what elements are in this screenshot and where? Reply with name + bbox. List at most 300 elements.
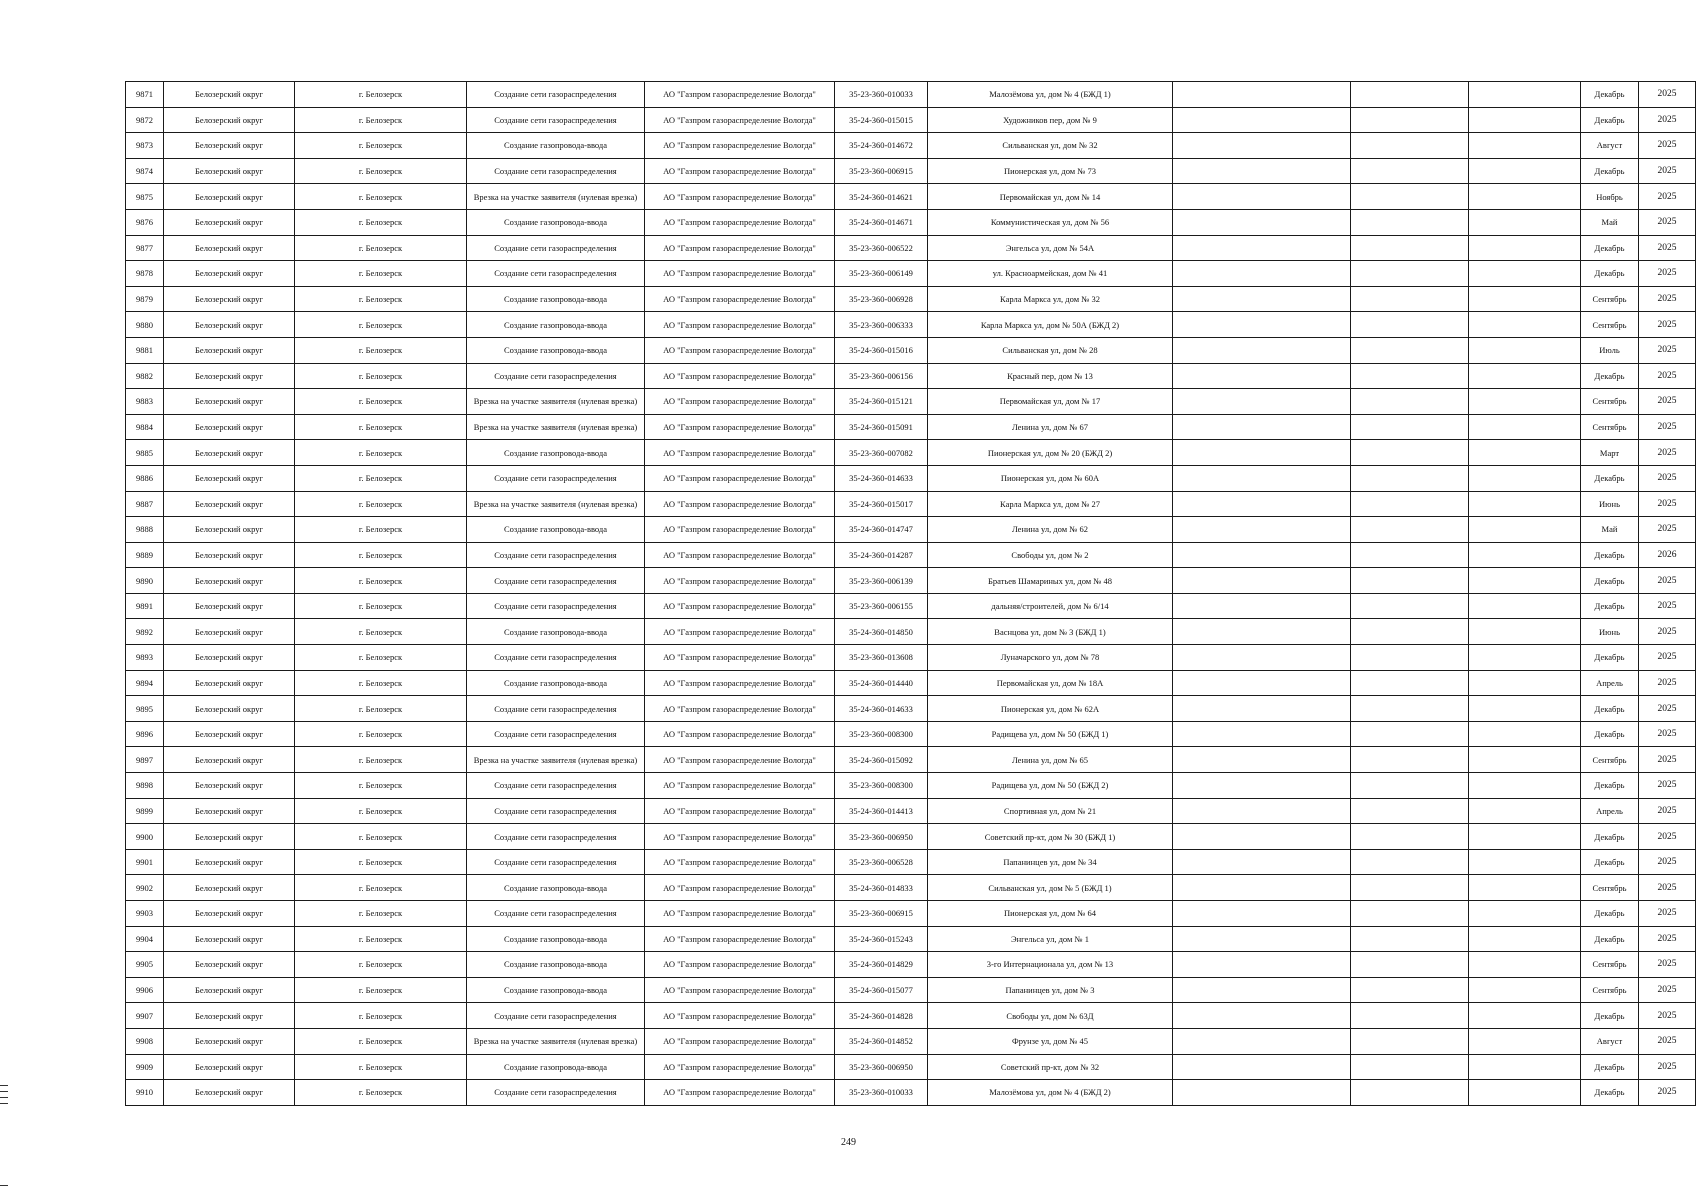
work-type-cell: Создание газопровода-ввода [467, 209, 645, 235]
blank-cell-1-cell [1173, 747, 1351, 773]
blank-cell-3-cell [1469, 235, 1581, 261]
work-type-cell: Создание сети газораспределения [467, 1080, 645, 1106]
work-type-cell: Создание сети газораспределения [467, 261, 645, 287]
settlement-cell: г. Белозерск [295, 977, 467, 1003]
blank-cell-1-cell [1173, 184, 1351, 210]
settlement-cell: г. Белозерск [295, 926, 467, 952]
work-type-cell: Создание газопровода-ввода [467, 133, 645, 159]
row-number-cell: 9891 [126, 593, 164, 619]
district-cell: Белозерский округ [164, 1003, 295, 1029]
district-cell: Белозерский округ [164, 901, 295, 927]
row-number-cell: 9879 [126, 286, 164, 312]
table-row [126, 824, 1696, 850]
settlement-cell: г. Белозерск [295, 1080, 467, 1106]
blank-cell-2-cell [1351, 491, 1469, 517]
district-cell: Белозерский округ [164, 798, 295, 824]
settlement-cell: г. Белозерск [295, 619, 467, 645]
settlement-cell: г. Белозерск [295, 952, 467, 978]
address-cell: Сильванская ул, дом № 32 [928, 133, 1173, 159]
row-number-cell: 9897 [126, 747, 164, 773]
district-cell: Белозерский округ [164, 389, 295, 415]
settlement-cell: г. Белозерск [295, 337, 467, 363]
blank-cell-3-cell [1469, 568, 1581, 594]
work-type-cell: Создание сети газораспределения [467, 721, 645, 747]
district-cell: Белозерский округ [164, 645, 295, 671]
month-cell: Декабрь [1581, 824, 1639, 850]
month-cell: Декабрь [1581, 1080, 1639, 1106]
year-cell: 2025 [1639, 133, 1696, 159]
blank-cell-2-cell [1351, 568, 1469, 594]
month-cell: Декабрь [1581, 645, 1639, 671]
table-row [126, 926, 1696, 952]
table-row [126, 261, 1696, 287]
year-cell: 2025 [1639, 158, 1696, 184]
blank-cell-3-cell [1469, 901, 1581, 927]
work-type-cell: Создание сети газораспределения [467, 568, 645, 594]
row-number-cell: 9892 [126, 619, 164, 645]
address-cell: Пионерская ул, дом № 64 [928, 901, 1173, 927]
work-type-cell: Создание сети газораспределения [467, 645, 645, 671]
organization-cell: АО "Газпром газораспределение Вологда" [645, 184, 835, 210]
row-number-cell: 9881 [126, 337, 164, 363]
blank-cell-3-cell [1469, 747, 1581, 773]
application-id-cell: 35-23-360-006915 [835, 158, 928, 184]
address-cell: Пионерская ул, дом № 73 [928, 158, 1173, 184]
district-cell: Белозерский округ [164, 619, 295, 645]
address-cell: Карла Маркса ул, дом № 32 [928, 286, 1173, 312]
district-cell: Белозерский округ [164, 337, 295, 363]
district-cell: Белозерский округ [164, 824, 295, 850]
row-number-cell: 9907 [126, 1003, 164, 1029]
application-id-cell: 35-24-360-015077 [835, 977, 928, 1003]
blank-cell-3-cell [1469, 312, 1581, 338]
blank-cell-2-cell [1351, 158, 1469, 184]
table-row [126, 389, 1696, 415]
blank-cell-1-cell [1173, 389, 1351, 415]
blank-cell-3-cell [1469, 619, 1581, 645]
month-cell: Декабрь [1581, 721, 1639, 747]
row-number-cell: 9876 [126, 209, 164, 235]
blank-cell-1-cell [1173, 619, 1351, 645]
district-cell: Белозерский округ [164, 261, 295, 287]
blank-cell-2-cell [1351, 465, 1469, 491]
address-cell: Сильванская ул, дом № 5 (БЖД 1) [928, 875, 1173, 901]
table-body [126, 82, 1696, 1106]
blank-cell-1-cell [1173, 363, 1351, 389]
blank-cell-1-cell [1173, 491, 1351, 517]
blank-cell-2-cell [1351, 670, 1469, 696]
table-row [126, 773, 1696, 799]
organization-cell: АО "Газпром газораспределение Вологда" [645, 798, 835, 824]
year-cell: 2025 [1639, 1080, 1696, 1106]
table-row [126, 465, 1696, 491]
table-row [126, 619, 1696, 645]
table-row [126, 235, 1696, 261]
organization-cell: АО "Газпром газораспределение Вологда" [645, 133, 835, 159]
blank-cell-2-cell [1351, 747, 1469, 773]
settlement-cell: г. Белозерск [295, 875, 467, 901]
blank-cell-2-cell [1351, 773, 1469, 799]
year-cell: 2025 [1639, 798, 1696, 824]
blank-cell-2-cell [1351, 824, 1469, 850]
application-id-cell: 35-23-360-008300 [835, 773, 928, 799]
row-number-cell: 9888 [126, 517, 164, 543]
month-cell: Декабрь [1581, 1054, 1639, 1080]
row-number-cell: 9872 [126, 107, 164, 133]
table-row [126, 670, 1696, 696]
month-cell: Декабрь [1581, 568, 1639, 594]
blank-cell-2-cell [1351, 1080, 1469, 1106]
blank-cell-1-cell [1173, 1054, 1351, 1080]
page-number: 249 [841, 1137, 856, 1148]
application-id-cell: 35-24-360-015091 [835, 414, 928, 440]
table-row [126, 1003, 1696, 1029]
month-cell: Сентябрь [1581, 312, 1639, 338]
work-type-cell: Создание сети газораспределения [467, 773, 645, 799]
settlement-cell: г. Белозерск [295, 670, 467, 696]
month-cell: Май [1581, 209, 1639, 235]
row-number-cell: 9878 [126, 261, 164, 287]
address-cell: Ленина ул, дом № 67 [928, 414, 1173, 440]
blank-cell-1-cell [1173, 901, 1351, 927]
blank-cell-1-cell [1173, 440, 1351, 466]
blank-cell-3-cell [1469, 824, 1581, 850]
organization-cell: АО "Газпром газораспределение Вологда" [645, 337, 835, 363]
year-cell: 2025 [1639, 184, 1696, 210]
year-cell: 2025 [1639, 414, 1696, 440]
blank-cell-3-cell [1469, 440, 1581, 466]
work-type-cell: Создание газопровода-ввода [467, 312, 645, 338]
application-id-cell: 35-23-360-013608 [835, 645, 928, 671]
blank-cell-2-cell [1351, 926, 1469, 952]
table-row [126, 696, 1696, 722]
settlement-cell: г. Белозерск [295, 184, 467, 210]
settlement-cell: г. Белозерск [295, 798, 467, 824]
address-cell: дальняя/строителей, дом № 6/14 [928, 593, 1173, 619]
blank-cell-1-cell [1173, 773, 1351, 799]
application-id-cell: 35-24-360-014671 [835, 209, 928, 235]
application-id-cell: 35-24-360-015016 [835, 337, 928, 363]
work-type-cell: Создание газопровода-ввода [467, 952, 645, 978]
settlement-cell: г. Белозерск [295, 235, 467, 261]
work-type-cell: Создание сети газораспределения [467, 824, 645, 850]
blank-cell-3-cell [1469, 1003, 1581, 1029]
row-number-cell: 9882 [126, 363, 164, 389]
settlement-cell: г. Белозерск [295, 312, 467, 338]
settlement-cell: г. Белозерск [295, 491, 467, 517]
address-cell: Папанинцев ул, дом № 3 [928, 977, 1173, 1003]
row-number-cell: 9904 [126, 926, 164, 952]
district-cell: Белозерский округ [164, 184, 295, 210]
work-type-cell: Создание газопровода-ввода [467, 619, 645, 645]
organization-cell: АО "Газпром газораспределение Вологда" [645, 389, 835, 415]
month-cell: Декабрь [1581, 542, 1639, 568]
year-cell: 2025 [1639, 363, 1696, 389]
organization-cell: АО "Газпром газораспределение Вологда" [645, 670, 835, 696]
blank-cell-3-cell [1469, 977, 1581, 1003]
address-cell: Карла Маркса ул, дом № 50А (БЖД 2) [928, 312, 1173, 338]
blank-cell-2-cell [1351, 363, 1469, 389]
organization-cell: АО "Газпром газораспределение Вологда" [645, 926, 835, 952]
month-cell: Декабрь [1581, 363, 1639, 389]
year-cell: 2025 [1639, 82, 1696, 108]
blank-cell-2-cell [1351, 235, 1469, 261]
blank-cell-3-cell [1469, 133, 1581, 159]
organization-cell: АО "Газпром газораспределение Вологда" [645, 465, 835, 491]
row-number-cell: 9875 [126, 184, 164, 210]
year-cell: 2025 [1639, 593, 1696, 619]
blank-cell-1-cell [1173, 824, 1351, 850]
blank-cell-1-cell [1173, 158, 1351, 184]
blank-cell-3-cell [1469, 286, 1581, 312]
row-number-cell: 9877 [126, 235, 164, 261]
organization-cell: АО "Газпром газораспределение Вологда" [645, 619, 835, 645]
work-type-cell: Создание сети газораспределения [467, 465, 645, 491]
blank-cell-3-cell [1469, 107, 1581, 133]
organization-cell: АО "Газпром газораспределение Вологда" [645, 849, 835, 875]
blank-cell-1-cell [1173, 465, 1351, 491]
work-type-cell: Создание газопровода-ввода [467, 926, 645, 952]
row-number-cell: 9871 [126, 82, 164, 108]
district-cell: Белозерский округ [164, 952, 295, 978]
application-id-cell: 35-24-360-014633 [835, 465, 928, 491]
blank-cell-3-cell [1469, 798, 1581, 824]
table-row [126, 747, 1696, 773]
work-type-cell: Врезка на участке заявителя (нулевая врезка) [467, 184, 645, 210]
work-type-cell: Врезка на участке заявителя (нулевая врезка) [467, 414, 645, 440]
blank-cell-2-cell [1351, 286, 1469, 312]
blank-cell-2-cell [1351, 107, 1469, 133]
blank-cell-3-cell [1469, 465, 1581, 491]
address-cell: Малозёмова ул, дом № 4 (БЖД 2) [928, 1080, 1173, 1106]
month-cell: Август [1581, 1028, 1639, 1054]
work-type-cell: Врезка на участке заявителя (нулевая врезка) [467, 491, 645, 517]
district-cell: Белозерский округ [164, 875, 295, 901]
work-type-cell: Создание сети газораспределения [467, 1003, 645, 1029]
blank-cell-2-cell [1351, 696, 1469, 722]
year-cell: 2025 [1639, 491, 1696, 517]
application-id-cell: 35-24-360-014833 [835, 875, 928, 901]
blank-cell-1-cell [1173, 568, 1351, 594]
application-id-cell: 35-24-360-014413 [835, 798, 928, 824]
table-row [126, 312, 1696, 338]
address-cell: Карла Маркса ул, дом № 27 [928, 491, 1173, 517]
blank-cell-2-cell [1351, 517, 1469, 543]
organization-cell: АО "Газпром газораспределение Вологда" [645, 491, 835, 517]
blank-cell-3-cell [1469, 645, 1581, 671]
blank-cell-3-cell [1469, 849, 1581, 875]
settlement-cell: г. Белозерск [295, 209, 467, 235]
blank-cell-2-cell [1351, 619, 1469, 645]
year-cell: 2025 [1639, 1003, 1696, 1029]
table-row [126, 491, 1696, 517]
district-cell: Белозерский округ [164, 107, 295, 133]
district-cell: Белозерский округ [164, 926, 295, 952]
settlement-cell: г. Белозерск [295, 414, 467, 440]
blank-cell-3-cell [1469, 926, 1581, 952]
address-cell: Первомайская ул, дом № 18А [928, 670, 1173, 696]
year-cell: 2025 [1639, 901, 1696, 927]
district-cell: Белозерский округ [164, 696, 295, 722]
month-cell: Июль [1581, 337, 1639, 363]
application-id-cell: 35-24-360-014287 [835, 542, 928, 568]
district-cell: Белозерский округ [164, 491, 295, 517]
blank-cell-2-cell [1351, 1028, 1469, 1054]
blank-cell-2-cell [1351, 901, 1469, 927]
settlement-cell: г. Белозерск [295, 107, 467, 133]
address-cell: Первомайская ул, дом № 17 [928, 389, 1173, 415]
application-id-cell: 35-23-360-006155 [835, 593, 928, 619]
blank-cell-3-cell [1469, 1080, 1581, 1106]
district-cell: Белозерский округ [164, 286, 295, 312]
month-cell: Ноябрь [1581, 184, 1639, 210]
settlement-cell: г. Белозерск [295, 568, 467, 594]
organization-cell: АО "Газпром газораспределение Вологда" [645, 209, 835, 235]
month-cell: Декабрь [1581, 696, 1639, 722]
margin-mark [0, 1097, 8, 1098]
blank-cell-3-cell [1469, 721, 1581, 747]
blank-cell-2-cell [1351, 440, 1469, 466]
settlement-cell: г. Белозерск [295, 517, 467, 543]
district-cell: Белозерский округ [164, 158, 295, 184]
application-id-cell: 35-23-360-006950 [835, 824, 928, 850]
work-type-cell: Создание сети газораспределения [467, 798, 645, 824]
table-row [126, 593, 1696, 619]
month-cell: Декабрь [1581, 82, 1639, 108]
address-cell: Ленина ул, дом № 62 [928, 517, 1173, 543]
district-cell: Белозерский округ [164, 414, 295, 440]
address-cell: Пионерская ул, дом № 20 (БЖД 2) [928, 440, 1173, 466]
blank-cell-2-cell [1351, 645, 1469, 671]
application-id-cell: 35-24-360-014747 [835, 517, 928, 543]
blank-cell-1-cell [1173, 542, 1351, 568]
month-cell: Июнь [1581, 491, 1639, 517]
address-cell: Сильванская ул, дом № 28 [928, 337, 1173, 363]
year-cell: 2025 [1639, 747, 1696, 773]
blank-cell-1-cell [1173, 1028, 1351, 1054]
blank-cell-1-cell [1173, 798, 1351, 824]
row-number-cell: 9899 [126, 798, 164, 824]
blank-cell-1-cell [1173, 952, 1351, 978]
application-id-cell: 35-24-360-014828 [835, 1003, 928, 1029]
application-id-cell: 35-24-360-014829 [835, 952, 928, 978]
blank-cell-1-cell [1173, 209, 1351, 235]
district-cell: Белозерский округ [164, 312, 295, 338]
year-cell: 2025 [1639, 337, 1696, 363]
blank-cell-3-cell [1469, 158, 1581, 184]
row-number-cell: 9889 [126, 542, 164, 568]
district-cell: Белозерский округ [164, 773, 295, 799]
table-row [126, 568, 1696, 594]
margin-mark [0, 1103, 8, 1104]
year-cell: 2025 [1639, 1028, 1696, 1054]
district-cell: Белозерский округ [164, 977, 295, 1003]
blank-cell-2-cell [1351, 133, 1469, 159]
blank-cell-1-cell [1173, 517, 1351, 543]
month-cell: Сентябрь [1581, 977, 1639, 1003]
district-cell: Белозерский округ [164, 721, 295, 747]
work-type-cell: Создание сети газораспределения [467, 107, 645, 133]
blank-cell-1-cell [1173, 107, 1351, 133]
settlement-cell: г. Белозерск [295, 696, 467, 722]
month-cell: Сентябрь [1581, 414, 1639, 440]
application-id-cell: 35-23-360-006522 [835, 235, 928, 261]
work-type-cell: Создание газопровода-ввода [467, 670, 645, 696]
year-cell: 2025 [1639, 849, 1696, 875]
month-cell: Сентябрь [1581, 747, 1639, 773]
organization-cell: АО "Газпром газораспределение Вологда" [645, 721, 835, 747]
application-id-cell: 35-23-360-010033 [835, 82, 928, 108]
month-cell: Август [1581, 133, 1639, 159]
address-cell: Спортивная ул, дом № 21 [928, 798, 1173, 824]
blank-cell-3-cell [1469, 952, 1581, 978]
organization-cell: АО "Газпром газораспределение Вологда" [645, 440, 835, 466]
blank-cell-3-cell [1469, 696, 1581, 722]
settlement-cell: г. Белозерск [295, 901, 467, 927]
district-cell: Белозерский округ [164, 133, 295, 159]
blank-cell-2-cell [1351, 209, 1469, 235]
blank-cell-2-cell [1351, 1003, 1469, 1029]
work-type-cell: Создание сети газораспределения [467, 235, 645, 261]
district-cell: Белозерский округ [164, 1028, 295, 1054]
organization-cell: АО "Газпром газораспределение Вологда" [645, 1054, 835, 1080]
work-type-cell: Создание сети газораспределения [467, 158, 645, 184]
blank-cell-2-cell [1351, 849, 1469, 875]
year-cell: 2025 [1639, 261, 1696, 287]
margin-mark [0, 1085, 8, 1086]
table-row [126, 875, 1696, 901]
work-type-cell: Создание газопровода-ввода [467, 1054, 645, 1080]
address-cell: Коммунистическая ул, дом № 56 [928, 209, 1173, 235]
table-row [126, 849, 1696, 875]
organization-cell: АО "Газпром газораспределение Вологда" [645, 952, 835, 978]
year-cell: 2025 [1639, 619, 1696, 645]
work-type-cell: Создание газопровода-ввода [467, 440, 645, 466]
address-cell: Луначарского ул, дом № 78 [928, 645, 1173, 671]
application-id-cell: 35-24-360-014852 [835, 1028, 928, 1054]
blank-cell-2-cell [1351, 798, 1469, 824]
address-cell: Ленина ул, дом № 65 [928, 747, 1173, 773]
application-id-cell: 35-23-360-007082 [835, 440, 928, 466]
year-cell: 2025 [1639, 670, 1696, 696]
blank-cell-2-cell [1351, 1054, 1469, 1080]
organization-cell: АО "Газпром газораспределение Вологда" [645, 286, 835, 312]
organization-cell: АО "Газпром газораспределение Вологда" [645, 82, 835, 108]
application-id-cell: 35-24-360-015015 [835, 107, 928, 133]
month-cell: Декабрь [1581, 926, 1639, 952]
row-number-cell: 9873 [126, 133, 164, 159]
work-type-cell: Создание сети газораспределения [467, 82, 645, 108]
blank-cell-3-cell [1469, 875, 1581, 901]
settlement-cell: г. Белозерск [295, 849, 467, 875]
month-cell: Декабрь [1581, 465, 1639, 491]
blank-cell-3-cell [1469, 414, 1581, 440]
table-row [126, 977, 1696, 1003]
row-number-cell: 9890 [126, 568, 164, 594]
blank-cell-3-cell [1469, 517, 1581, 543]
district-cell: Белозерский округ [164, 670, 295, 696]
organization-cell: АО "Газпром газораспределение Вологда" [645, 593, 835, 619]
application-id-cell: 35-23-360-006156 [835, 363, 928, 389]
table-row [126, 1054, 1696, 1080]
month-cell: Июнь [1581, 619, 1639, 645]
settlement-cell: г. Белозерск [295, 645, 467, 671]
blank-cell-3-cell [1469, 389, 1581, 415]
application-id-cell: 35-24-360-014850 [835, 619, 928, 645]
work-type-cell: Врезка на участке заявителя (нулевая врезка) [467, 747, 645, 773]
margin-mark [0, 1185, 8, 1186]
settlement-cell: г. Белозерск [295, 133, 467, 159]
